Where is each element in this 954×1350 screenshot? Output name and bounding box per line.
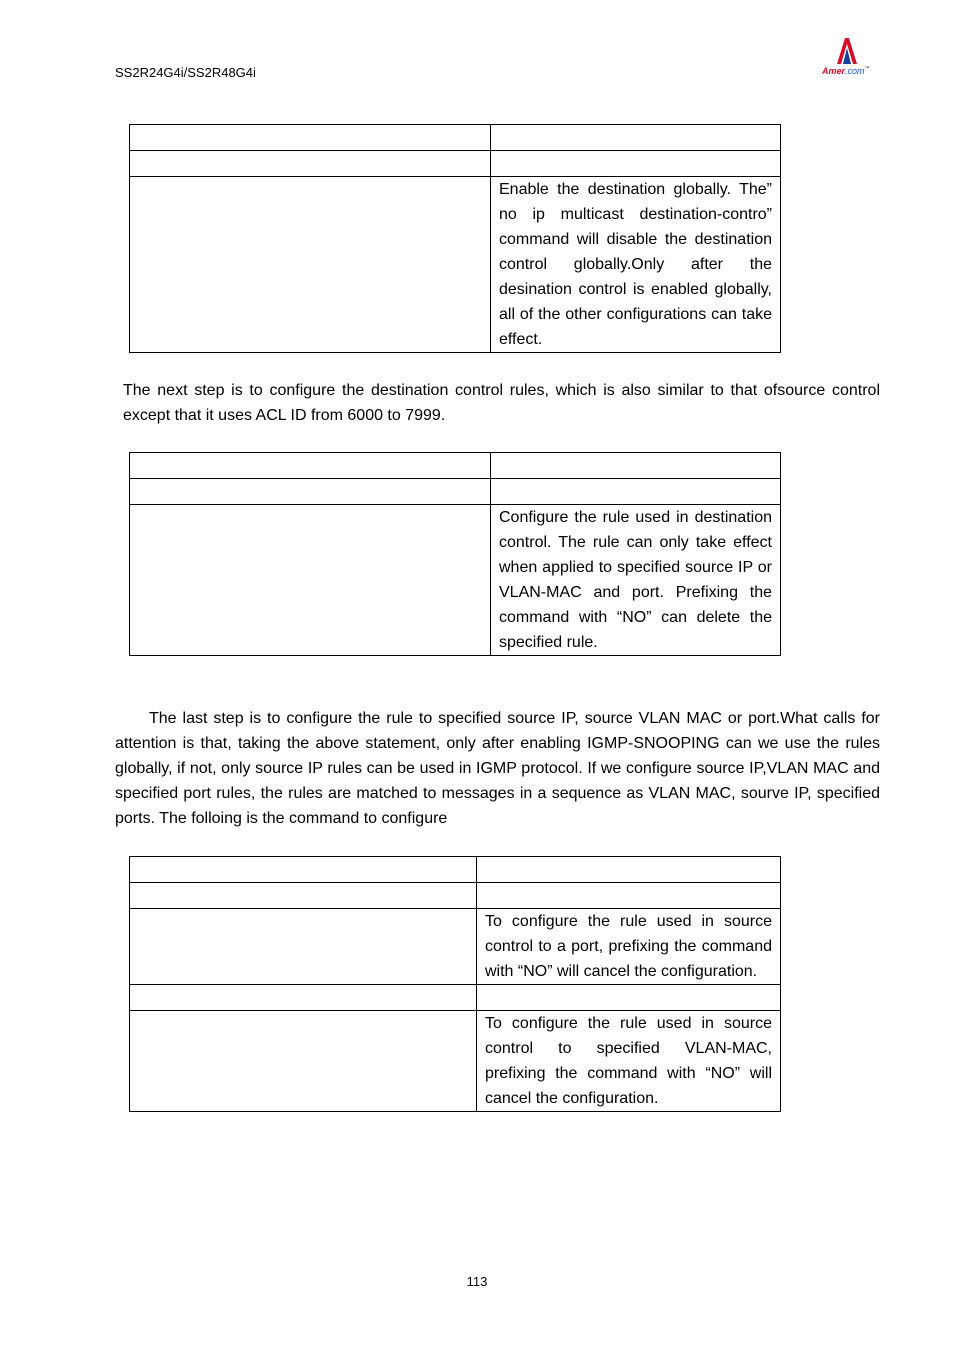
description-cell	[477, 985, 781, 1011]
table-row	[130, 883, 781, 909]
paragraph-destination-rules: The next step is to configure the destination control rules, which is also similar to that ofsource control except that it uses ACL ID from 6000 to 7999.	[123, 382, 880, 424]
command-cell	[130, 985, 477, 1011]
table-row	[130, 453, 781, 479]
command-table-destination-enable	[129, 124, 781, 353]
table-row	[130, 177, 781, 353]
description-cell	[477, 883, 781, 909]
amer-logo	[818, 36, 878, 82]
command-cell	[130, 909, 477, 985]
logo-text: Amer.com™	[822, 66, 870, 76]
command-cell	[130, 505, 491, 656]
command-table-destination-rule	[129, 452, 781, 656]
command-cell	[130, 883, 477, 909]
command-cell	[130, 151, 491, 177]
description-cell	[491, 151, 781, 177]
paragraph-last-step: The last step is to configure the rule to specified source IP, source VLAN MAC or port.What calls for attention is that, taking the above statement, only after enabling IGMP-SNOOPING can we use the rules globally, if not, only source IP rules can be used in IGMP protocol. If we configure source IP,VLAN MAC and specified port rules, the rules are matched to messages in a sequence as VLAN MAC, sourve IP, specified ports. The folloing is the command to configure	[115, 710, 880, 827]
command-table-source-control	[129, 856, 781, 1112]
command-cell	[130, 125, 491, 151]
table-row	[130, 857, 781, 883]
table-row	[130, 909, 781, 985]
description-cell	[491, 125, 781, 151]
table-row	[130, 479, 781, 505]
table-row	[130, 985, 781, 1011]
description-cell: To configure the rule used in source control to a port, prefixing the command with “NO” will cancel the configuration.	[477, 909, 781, 985]
description-cell	[491, 479, 781, 505]
header-model-name: SS2R24G4i/SS2R48G4i	[115, 65, 256, 80]
logo-mark-icon	[818, 36, 878, 68]
command-cell	[130, 479, 491, 505]
description-cell: Configure the rule used in destination control. The rule can only take effect when applied to specified source IP or VLAN-MAC and port. Prefixing the command with “NO” can delete the specified rule.	[491, 505, 781, 656]
page-number: 113	[466, 1274, 488, 1289]
table-row	[130, 505, 781, 656]
table-row	[130, 1011, 781, 1112]
command-cell	[130, 1011, 477, 1112]
command-cell	[130, 857, 477, 883]
table-row	[130, 125, 781, 151]
description-cell: Enable the destination globally. The” no ip multicast destination-contro” command will disable the destination control globally.Only after the desination control is enabled globally, all of the other configurations can take effect.	[491, 177, 781, 353]
command-cell	[130, 177, 491, 353]
description-cell: To configure the rule used in source control to specified VLAN-MAC, prefixing the command with “NO” will cancel the configuration.	[477, 1011, 781, 1112]
description-cell	[477, 857, 781, 883]
table-row	[130, 151, 781, 177]
description-cell	[491, 453, 781, 479]
command-cell	[130, 453, 491, 479]
